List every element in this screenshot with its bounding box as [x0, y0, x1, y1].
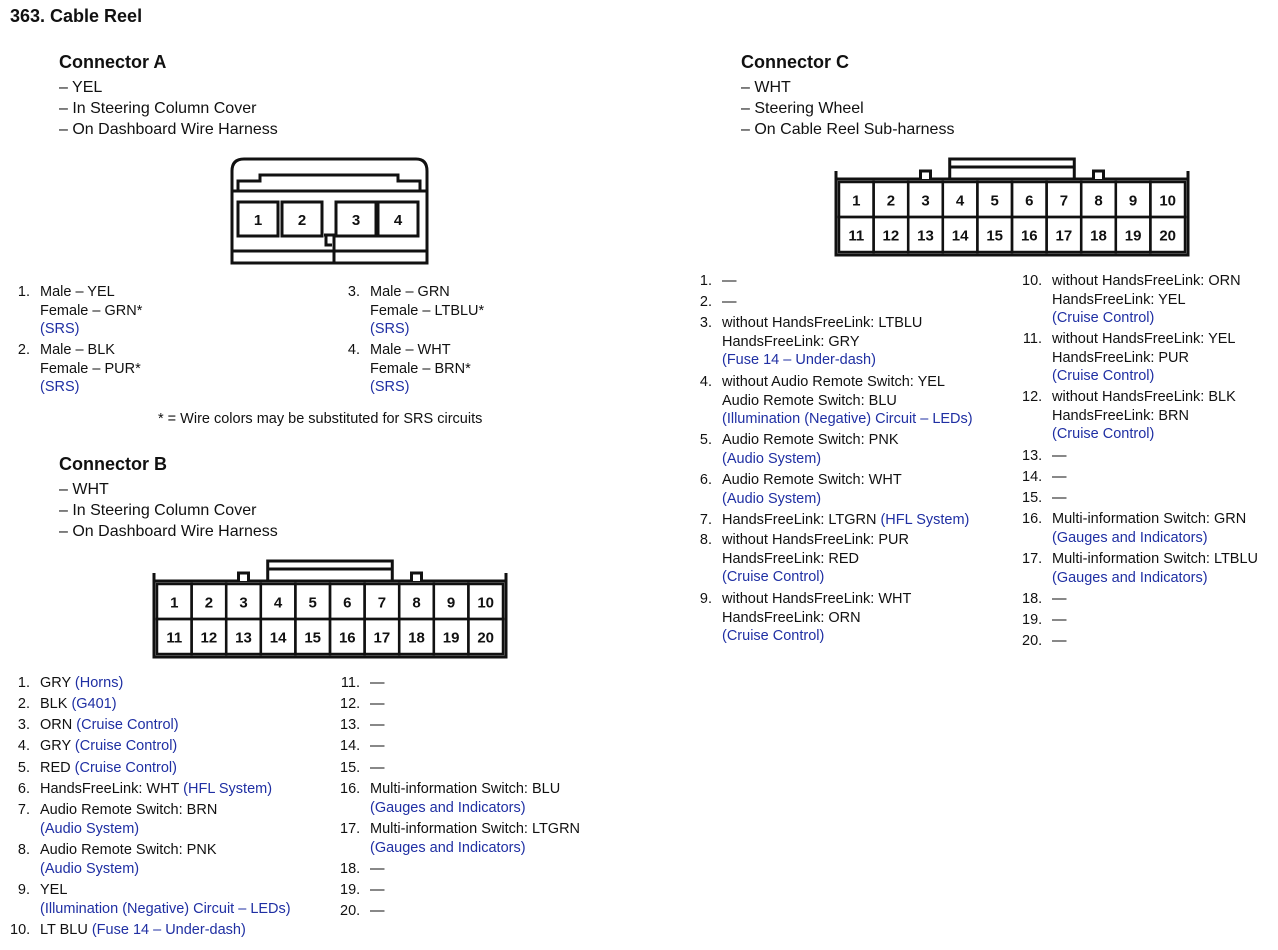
connector-c-pin-wire: HandsFreeLink: ORN [722, 609, 861, 626]
connector-c-pin-description [1052, 447, 1067, 466]
connector-c-pin-index: 10. [1022, 273, 1043, 289]
connector-c-pin-index: 18. [1022, 591, 1043, 607]
connector-b-pin-wire: RED (Cruise Control) [40, 760, 177, 776]
connector-a-latch [238, 175, 420, 191]
connector-a-pin-circuit: (SRS) [370, 379, 410, 395]
connector-b-pin-description [40, 695, 117, 714]
connector-a-pin-description [370, 341, 471, 397]
connector-c-pin-number: 20 [1159, 227, 1177, 245]
connector-b-pin-circuit: (Horns) [70, 675, 124, 691]
connector-c-pin-index: 2. [699, 294, 712, 310]
connector-b-pin-number: 8 [412, 594, 421, 612]
connector-c-pin-number: 10 [1159, 192, 1177, 210]
connector-b-pin-wire: Multi-information Switch: LTGRN [370, 821, 581, 837]
connector-a-key [324, 235, 334, 263]
connector-a-harness: – On Dashboard Wire Harness [59, 121, 278, 138]
connector-b-pin-index: 1. [17, 675, 30, 691]
connector-c-pin-index: 7. [699, 512, 712, 528]
connector-c-pin-description [1052, 388, 1236, 444]
connector-a-location: – In Steering Column Cover [59, 100, 257, 117]
connector-c-pin-number: 3 [921, 192, 930, 210]
connector-a-pin-description [40, 341, 141, 397]
connector-c-pin-circuit: (Gauges and Indicators) [1052, 569, 1208, 586]
connector-c-pin-wire: HandsFreeLink: LTGRN (HFL System) [722, 512, 970, 528]
connector-b-pin-wire: GRY (Horns) [40, 675, 124, 691]
connector-c-pin-index: 1. [699, 273, 712, 289]
connector-b-pin-description [370, 881, 385, 900]
connector-c-details [741, 77, 954, 140]
connector-c-pin-number: 13 [917, 227, 934, 245]
connector-c-pin-description [722, 293, 737, 312]
connector-c-pin-wire: — [1052, 490, 1067, 506]
connector-c-latch [950, 159, 1075, 179]
connector-b-pin-index: 8. [17, 842, 30, 858]
connector-b-pin-circuit: (Cruise Control) [72, 717, 179, 733]
connector-b-pin-number: 12 [200, 629, 218, 647]
connector-a-pin-index: 2. [17, 342, 30, 358]
connector-b-pin-number: 18 [408, 629, 425, 647]
connector-c-pin-index: 20. [1022, 633, 1043, 649]
connector-a-pin-description [370, 283, 484, 339]
connector-b-pin-description [370, 902, 385, 921]
connector-a-pin-circuit: (SRS) [40, 321, 80, 337]
connector-c-pin-number: 4 [955, 192, 965, 210]
connector-b-pin-description [370, 695, 385, 714]
connector-c-pin-number: 17 [1055, 227, 1073, 245]
connector-c-pin-number: 14 [951, 227, 969, 245]
connector-b-pin-description [40, 881, 291, 918]
connector-b-pin-wire: HandsFreeLink: WHT (HFL System) [40, 781, 273, 797]
connector-b-pin-number: 1 [170, 594, 179, 612]
connector-b-pin-description [40, 737, 177, 756]
connector-c-pin-index: 9. [699, 591, 712, 607]
connector-c-pin-circuit: (Cruise Control) [722, 628, 825, 644]
connector-a-pin-wire: Male – GRN [370, 284, 450, 300]
srs-footnote: * = Wire colors may be substituted for SRS circuits [158, 411, 483, 427]
connector-a-pin-number: 2 [297, 212, 307, 229]
connector-b-pin-index: 2. [17, 696, 30, 712]
connector-c-notch [1094, 171, 1104, 179]
connector-c-pin-wire: HandsFreeLink: GRY [722, 333, 860, 350]
connector-a-pin-wire: Male – BLK [40, 342, 115, 358]
connector-b-pin-circuit: (Cruise Control) [70, 738, 178, 754]
connector-c-pin-index: 3. [699, 315, 712, 331]
connector-b-pin-wire: Audio Remote Switch: BRN [40, 802, 218, 818]
connector-c-pin-index: 15. [1022, 490, 1043, 506]
connector-b-pin-number: 15 [304, 629, 322, 647]
page-title: 363. Cable Reel [10, 6, 143, 26]
connector-c-pin-wire: HandsFreeLink: YEL [1052, 291, 1186, 308]
connector-b-pin-description [370, 780, 560, 817]
connector-b-pin-number: 6 [343, 594, 352, 612]
connector-c-pin-index: 11. [1022, 331, 1042, 347]
connector-a-pin-description [40, 283, 142, 339]
connector-c-pin-description [722, 511, 969, 530]
connector-b-pin-description [40, 674, 123, 693]
connector-b-pin-wire: — [370, 760, 385, 776]
connector-c-pin-description [722, 314, 922, 370]
connector-b-pin-number: 3 [239, 594, 248, 612]
connector-c-location: – Steering Wheel [741, 100, 864, 117]
connector-a-pin-wire: Female – LTBLU* [370, 302, 485, 319]
connector-c-pin-description [1052, 489, 1067, 508]
connector-c-pin-number: 12 [882, 227, 900, 245]
connector-c-diagram [832, 153, 1192, 261]
connector-c-pin-index: 19. [1022, 612, 1043, 628]
connector-c-pin-circuit: (HFL System) [876, 512, 970, 528]
connector-c-pin-description [722, 373, 973, 429]
connector-c-pin-number: 7 [1059, 192, 1069, 210]
connector-b-pin-index: 11. [340, 675, 360, 691]
connector-c-pin-description [1052, 590, 1067, 609]
connector-c-pin-index: 14. [1022, 469, 1043, 485]
connector-b-pin-circuit: (Audio System) [40, 860, 140, 877]
connector-c-pin-wire: without HandsFreeLink: BLK [1052, 389, 1236, 405]
connector-c-pin-description [722, 431, 899, 468]
connector-b-pin-number: 7 [377, 594, 387, 612]
connector-a-pin-wire: Male – YEL [40, 284, 115, 300]
connector-c-pin-wire: — [1052, 448, 1067, 464]
connector-c-pin-number: 2 [886, 192, 896, 210]
connector-b-pin-number: 14 [269, 629, 287, 647]
connector-b-pin-wire: YEL [40, 882, 68, 898]
connector-b-pin-number: 2 [204, 594, 214, 612]
connector-c-pin-circuit: (Illumination (Negative) Circuit – LEDs) [722, 411, 973, 427]
connector-a-color: – YEL [59, 79, 103, 96]
connector-c-pin-description [722, 272, 737, 291]
connector-b-pin-index: 17. [340, 821, 361, 837]
connector-a-pin-circuit: (SRS) [40, 379, 80, 395]
connector-a-diagram [228, 155, 432, 267]
connector-b-pin-index: 16. [340, 781, 361, 797]
connector-b-pin-wire: — [370, 675, 385, 691]
connector-b-pin-index: 18. [340, 861, 361, 877]
connector-c-pin-wire: — [1052, 591, 1067, 607]
connector-c-pin-number: 11 [848, 227, 865, 245]
connector-b-pin-index: 13. [340, 717, 361, 733]
connector-b-diagram [150, 555, 510, 663]
connector-b-pin-number: 9 [446, 594, 456, 612]
connector-b-pin-index: 3. [17, 717, 30, 733]
connector-c-pin-index: 13. [1022, 448, 1043, 464]
connector-b-pin-circuit: (Fuse 14 – Under-dash) [87, 922, 246, 938]
connector-c-pin-circuit: (Cruise Control) [1052, 426, 1155, 442]
connector-c-pin-description [722, 531, 909, 587]
connector-c-pin-circuit: (Gauges and Indicators) [1052, 529, 1208, 546]
connector-c-pin-circuit: (Audio System) [722, 450, 822, 467]
connector-c-pin-number: 1 [852, 192, 861, 210]
connector-b-pin-circuit: (Cruise Control) [70, 760, 177, 776]
connector-b-pin-circuit: (Gauges and Indicators) [370, 799, 526, 816]
connector-b-pin-description [40, 841, 217, 878]
connector-b-pin-description [370, 716, 385, 735]
connector-c-pin-wire: without HandsFreeLink: ORN [1052, 273, 1241, 289]
connector-b-pin-index: 15. [340, 760, 361, 776]
connector-b-pin-wire: — [370, 903, 385, 919]
connector-c-pin-number: 16 [1020, 227, 1038, 245]
connector-c-pin-wire: HandsFreeLink: RED [722, 550, 859, 567]
connector-c-pin-number: 9 [1128, 192, 1138, 210]
connector-c-pin-number: 15 [986, 227, 1004, 245]
connector-b-harness: – On Dashboard Wire Harness [59, 523, 278, 540]
connector-c-pin-circuit: (Cruise Control) [722, 569, 825, 585]
connector-a-pin-number: 4 [393, 212, 403, 229]
connector-c-pin-wire: Audio Remote Switch: WHT [722, 472, 902, 488]
connector-b-pin-number: 5 [308, 594, 317, 612]
connector-c-pin-wire: without HandsFreeLink: YEL [1052, 331, 1236, 347]
connector-b-pin-description [370, 737, 385, 756]
connector-b-pin-index: 12. [340, 696, 361, 712]
connector-b-pin-index: 19. [340, 882, 361, 898]
connector-b-pin-description [40, 759, 177, 778]
connector-b-pin-circuit: (Audio System) [40, 820, 140, 837]
connector-c-pin-number: 8 [1094, 192, 1103, 210]
connector-c-pin-index: 5. [699, 432, 712, 448]
connector-a-pin-wire: Male – WHT [370, 342, 451, 358]
connector-a-pin-circuit: (SRS) [370, 321, 410, 337]
connector-b-pin-number: 11 [166, 629, 183, 647]
connector-c-pin-wire: — [1052, 469, 1067, 485]
connector-c-pin-index: 8. [699, 532, 712, 548]
connector-b-pin-index: 4. [17, 738, 30, 754]
connector-b-pin-index: 14. [340, 738, 361, 754]
connector-b-pin-index: 6. [17, 781, 30, 797]
connector-c-color: – WHT [741, 79, 791, 96]
connector-c-pin-description [1052, 510, 1246, 547]
connector-b-pin-wire: — [370, 717, 385, 733]
connector-b-pin-number: 4 [273, 594, 283, 612]
connector-b-pin-index: 10. [10, 922, 31, 938]
connector-b-title: Connector B [59, 454, 167, 474]
connector-b-pin-circuit: (G401) [67, 696, 117, 712]
connector-b-pin-wire: ORN (Cruise Control) [40, 717, 179, 733]
connector-b-pin-number: 19 [442, 629, 460, 647]
connector-c-pin-wire: Audio Remote Switch: BLU [722, 392, 897, 409]
connector-a-details [59, 77, 278, 140]
connector-b-notch [412, 573, 422, 581]
connector-c-pin-wire: Multi-information Switch: GRN [1052, 511, 1247, 527]
connector-c-pin-wire: Audio Remote Switch: PNK [722, 432, 899, 448]
connector-c-pin-number: 18 [1090, 227, 1107, 245]
connector-b-pin-number: 17 [373, 629, 391, 647]
connector-c-pin-circuit: (Cruise Control) [1052, 310, 1155, 326]
connector-b-pin-circuit: (HFL System) [179, 781, 273, 797]
connector-c-notch [921, 171, 931, 179]
connector-b-details [59, 479, 278, 542]
connector-a-pin-index: 3. [347, 284, 360, 300]
connector-a-pin-number: 3 [351, 212, 361, 229]
connector-c-pin-index: 17. [1022, 551, 1043, 567]
connector-b-pin-description [370, 759, 385, 778]
connector-a-title: Connector A [59, 52, 167, 72]
connector-a-pin-number: 1 [253, 212, 263, 229]
connector-b-pin-description [370, 674, 385, 693]
connector-c-pin-index: 12. [1022, 389, 1043, 405]
connector-b-pin-description [40, 780, 272, 799]
connector-c-harness: – On Cable Reel Sub-harness [741, 121, 955, 138]
connector-c-pin-index: 4. [699, 374, 712, 390]
connector-c-pin-wire: Multi-information Switch: LTBLU [1052, 551, 1259, 567]
connector-b-pin-circuit: (Gauges and Indicators) [370, 839, 526, 856]
connector-c-pin-description [1052, 632, 1067, 651]
connector-c-pin-circuit: (Fuse 14 – Under-dash) [722, 352, 876, 368]
connector-c-pin-wire: — [722, 294, 737, 310]
connector-c-pin-description [722, 590, 911, 646]
connector-c-pin-description [1052, 272, 1241, 328]
connector-c-pin-description [1052, 611, 1067, 630]
connector-c-pin-number: 19 [1124, 227, 1142, 245]
connector-c-title: Connector C [741, 52, 849, 72]
connector-a-pin-index: 1. [17, 284, 30, 300]
connector-b-pin-wire: GRY (Cruise Control) [40, 738, 178, 754]
connector-b-pin-wire: — [370, 882, 385, 898]
connector-b-pin-wire: LT BLU (Fuse 14 – Under-dash) [40, 922, 246, 938]
connector-b-color: – WHT [59, 481, 109, 498]
connector-b-pin-wire: — [370, 738, 385, 754]
connector-c-pin-wire: HandsFreeLink: BRN [1052, 407, 1189, 424]
connector-c-pin-wire: without HandsFreeLink: LTBLU [722, 315, 923, 331]
connector-c-pin-wire: — [1052, 612, 1067, 628]
connector-c-pin-circuit: (Cruise Control) [1052, 368, 1155, 384]
connector-b-latch [268, 561, 393, 581]
connector-b-pin-number: 10 [477, 594, 495, 612]
connector-b-pin-index: 5. [17, 760, 30, 776]
connector-b-pin-description [40, 921, 246, 940]
connector-b-pin-index: 7. [17, 802, 30, 818]
connector-b-pin-wire: Audio Remote Switch: PNK [40, 842, 217, 858]
connector-c-pin-wire: — [1052, 633, 1067, 649]
connector-b-pin-wire: BLK (G401) [40, 696, 117, 712]
connector-c-pin-circuit: (Audio System) [722, 490, 822, 507]
connector-b-notch [239, 573, 249, 581]
connector-b-pin-index: 9. [17, 882, 30, 898]
connector-c-pin-description [722, 471, 902, 508]
connector-c-pin-description [1052, 550, 1258, 587]
connector-b-pin-wire: — [370, 861, 385, 877]
connector-b-pin-number: 16 [338, 629, 356, 647]
connector-b-pin-description [370, 820, 580, 857]
connector-a-pin-index: 4. [347, 342, 360, 358]
connector-c-pin-wire: without Audio Remote Switch: YEL [722, 374, 945, 390]
connector-c-pin-number: 5 [990, 192, 999, 210]
connector-c-pin-wire: without HandsFreeLink: PUR [722, 532, 909, 548]
connector-c-pin-description [1052, 330, 1236, 386]
connector-a-pin-wire: Female – PUR* [40, 360, 141, 377]
connector-c-pin-number: 6 [1025, 192, 1034, 210]
connector-c-pin-wire: — [722, 273, 737, 289]
connector-a-pin-wire: Female – BRN* [370, 360, 471, 377]
connector-c-pin-index: 16. [1022, 511, 1043, 527]
connector-b-pin-number: 13 [235, 629, 252, 647]
connector-c-pin-description [1052, 468, 1067, 487]
connector-b-pin-description [370, 860, 385, 879]
connector-c-pin-wire: HandsFreeLink: PUR [1052, 349, 1189, 366]
connector-a-pin-wire: Female – GRN* [40, 302, 143, 319]
connector-b-pin-index: 20. [340, 903, 361, 919]
connector-b-location: – In Steering Column Cover [59, 502, 257, 519]
connector-c-pin-index: 6. [699, 472, 712, 488]
connector-b-pin-wire: Multi-information Switch: BLU [370, 781, 561, 797]
connector-b-pin-description [40, 716, 179, 735]
connector-b-pin-description [40, 801, 217, 838]
connector-c-pin-wire: without HandsFreeLink: WHT [722, 591, 912, 607]
connector-b-pin-number: 20 [477, 629, 495, 647]
connector-b-pin-circuit: (Illumination (Negative) Circuit – LEDs) [40, 900, 291, 917]
connector-b-pin-wire: — [370, 696, 385, 712]
